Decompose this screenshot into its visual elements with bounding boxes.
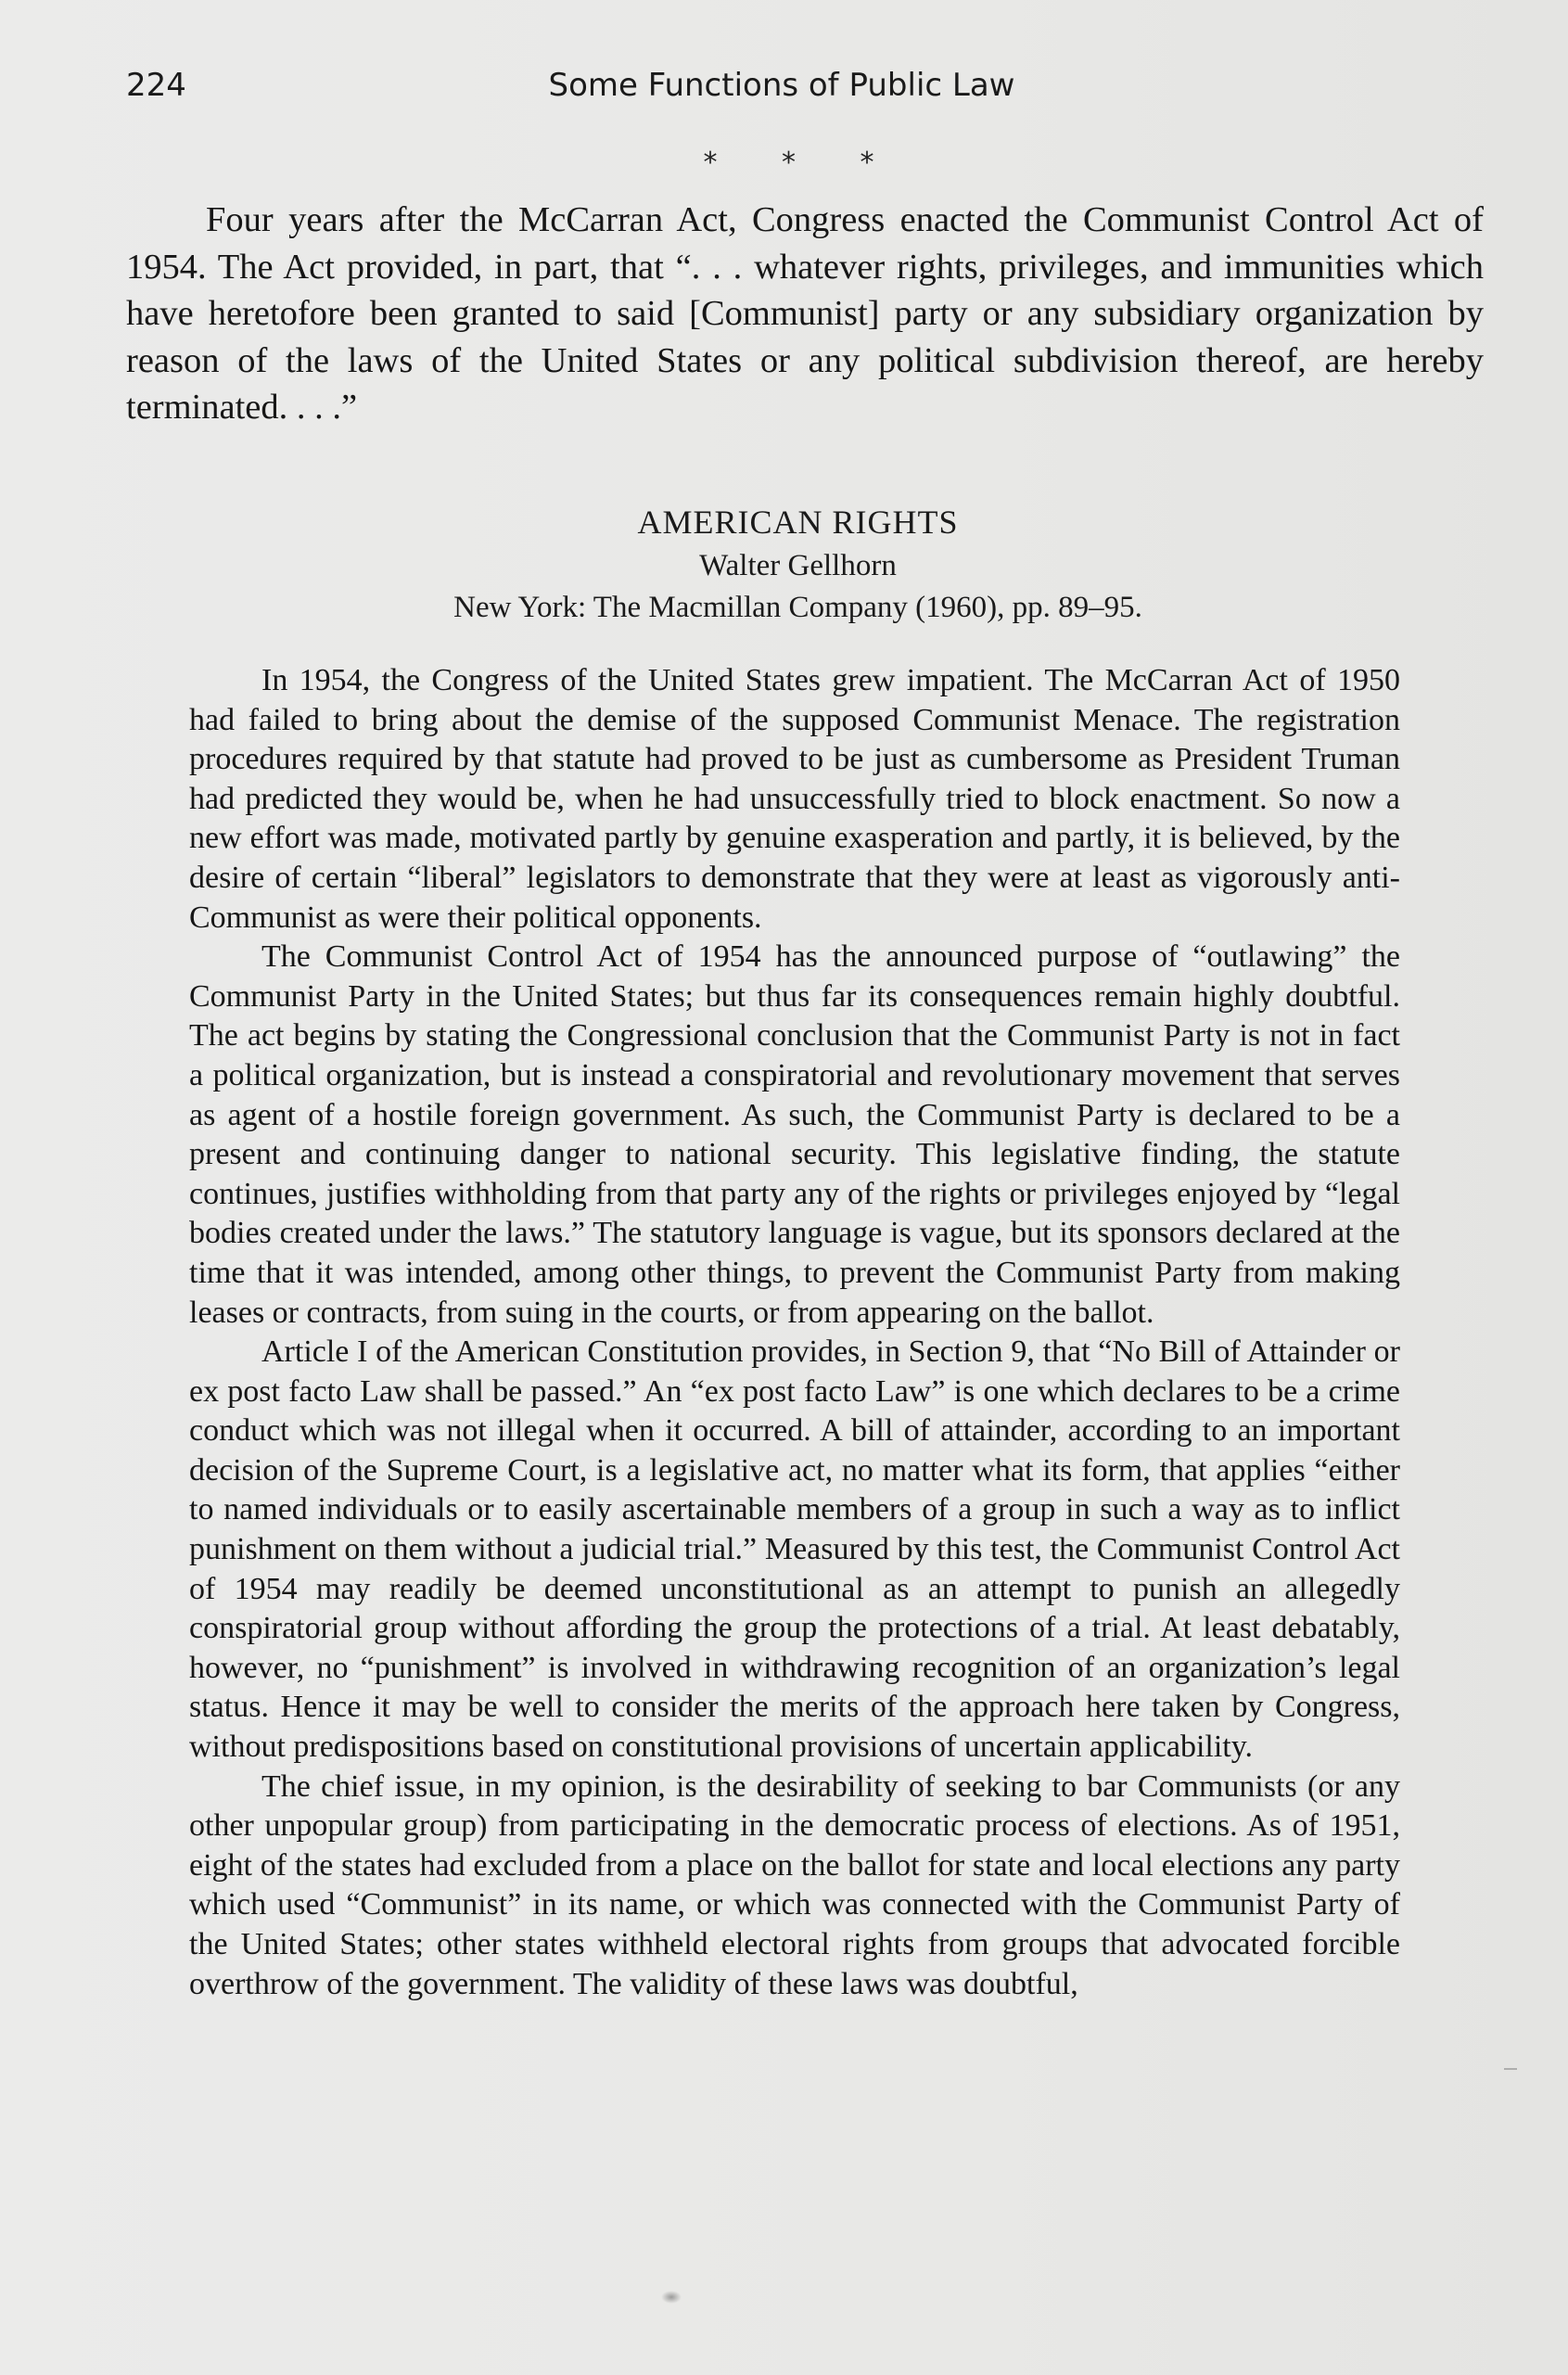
intro-paragraph: Four years after the McCarran Act, Congress enacted the Communist Control Act of 1954. The Act provided, in part, that “. . . whatever rights, privileges, and immunities which have heretofore been granted to said [Communist] party or any subsidiary organization by reason of the laws of the United States or any political subdivision thereof, are hereby terminated. . . .” <box>126 200 1484 427</box>
section-separator-asterisks: * * * <box>703 147 902 179</box>
source-author: Walter Gellhorn <box>699 549 897 582</box>
source-publication: New York: The Macmillan Company (1960), pp. 89–95. <box>453 591 1142 624</box>
intro-text <box>126 197 1484 431</box>
ink-smudge <box>661 2291 682 2304</box>
excerpt-paragraph: Article I of the American Constitution provides, in Section 9, that “No Bill of Attainder or ex post facto Law shall be passed.” An “ex post facto Law” is one which declares to be a crime conduct which was not illegal when it occurred. A bill of attainder, according to an important decision of the Supreme Court, is a legislative act, no matter what its form, that applies “either to named individuals or to easily ascertainable members of a group in such a way as to inflict punishment on them without a judicial trial.” Measured by this test, the Communist Control Act of 1954 may readily be deemed unconstitutional as an attempt to punish an allegedly conspiratorial group without affording the group the protections of a trial. At least debatably, however, no “punishment” is involved in withdrawing recognition of an organization’s legal status. Hence it may be well to consider the merits of the approach here taken by Congress, without predispositions based on constitutional provisions of uncertain applicability. <box>189 1334 1400 1765</box>
excerpt-paragraph: The Communist Control Act of 1954 has the announced purpose of “outlawing” the Communist Party in the United States; but thus far its consequences remain highly doubtful. The act begins by stating the Congressional conclusion that the Communist Party is not in fact a political organization, but is instead a conspiratorial and revolutionary movement that serves as agent of a hostile foreign government. As such, the Communist Party is declared to be a present and continuing danger to national security. This legislative finding, the statute continues, justifies withholding from that party any of the rights or privileges enjoyed by “legal bodies created under the laws.” The statutory language is vague, but its sponsors declared at the time that it was intended, among other things, to prevent the Communist Party from making leases or contracts, from suing in the courts, or from appearing on the ballot. <box>189 939 1400 1330</box>
running-title: Some Functions of Public Law <box>548 67 1015 104</box>
excerpt-paragraph: In 1954, the Congress of the United States grew impatient. The McCarran Act of 1950 had failed to bring about the demise of the supposed Communist Menace. The registration procedures required by that statute had proved to be just as cumbersome as President Truman had predicted they would be, when he had unsuccessfully tried to block enactment. So now a new effort was made, motivated partly by genuine exasperation and partly, it is believed, by the desire of certain “liberal” legislators to demonstrate that they were at least as vigorously anti-Communist as were their political opponents. <box>189 663 1400 935</box>
page-number: 224 <box>126 67 186 104</box>
running-head <box>126 67 1484 113</box>
source-citation <box>0 498 1568 630</box>
excerpt-text <box>189 661 1400 2004</box>
source-title: AMERICAN RIGHTS <box>637 504 959 541</box>
excerpt-paragraph: The chief issue, in my opinion, is the desirability of seeking to bar Communists (or any other unpopular group) from participating in the democratic process of elections. As of 1951, eight of the states had excluded from a place on the ballot for state and local elections any party which used “Communist” in its name, or which was connected with the Communist Party of the United States; other states withheld electoral rights from groups that advocated forcible overthrow of the government. The validity of these laws was doubtful, <box>189 1768 1400 2001</box>
page-edge-mark <box>1504 2068 1517 2070</box>
